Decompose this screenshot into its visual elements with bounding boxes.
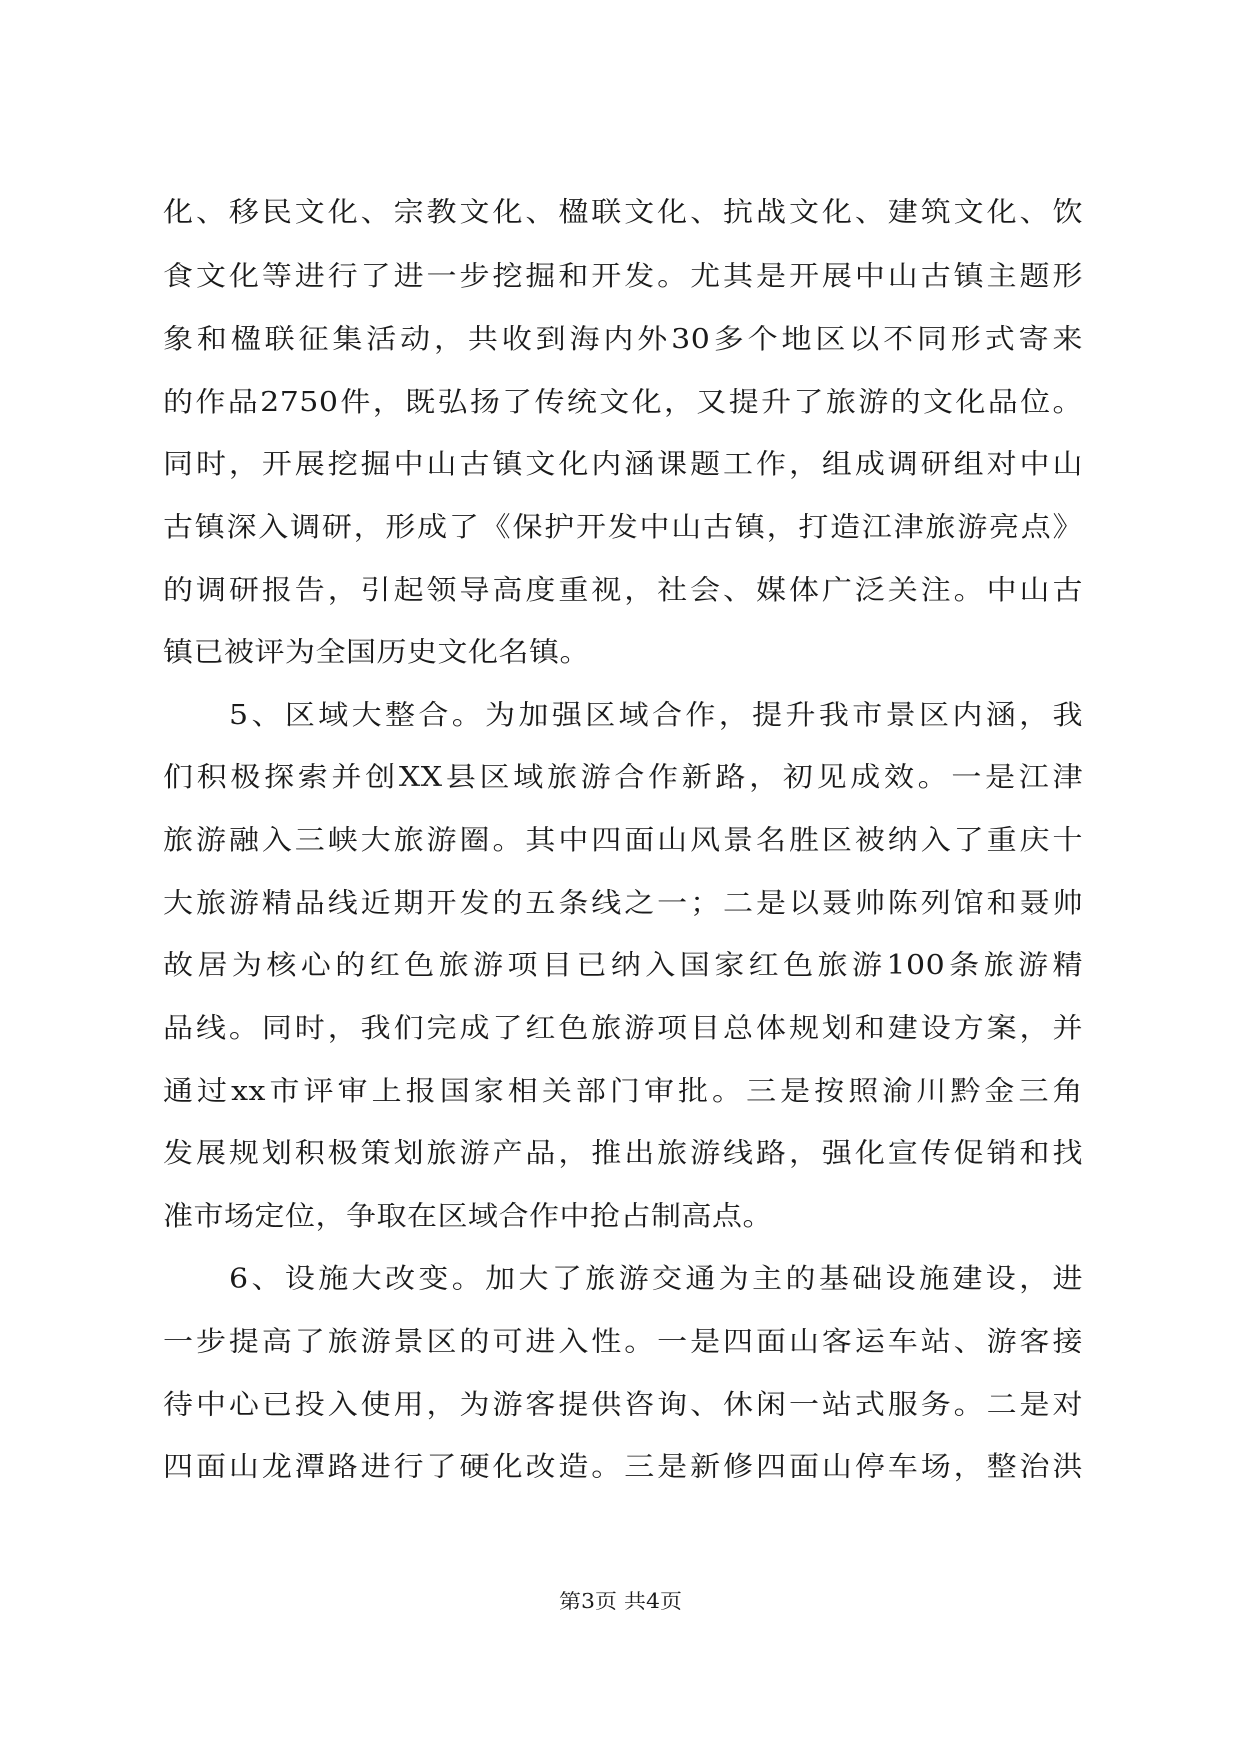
body-line: 品线。同时，我们完成了红色旅游项目总体规划和建设方案，并 <box>163 1012 1083 1045</box>
body-line: 的作品2750件，既弘扬了传统文化，又提升了旅游的文化品位。 <box>163 386 1083 419</box>
paragraph-first-line: 6、设施大改变。加大了旅游交通为主的基础设施建设，进 <box>229 1262 1083 1295</box>
body-line: 发展规划积极策划旅游产品，推出旅游线路，强化宣传促销和找 <box>163 1137 1083 1170</box>
body-line: 食文化等进行了进一步挖掘和开发。尤其是开展中山古镇主题形 <box>163 260 1083 293</box>
body-line: 准市场定位，争取在区域合作中抢占制高点。 <box>163 1200 773 1233</box>
body-line: 故居为核心的红色旅游项目已纳入国家红色旅游100条旅游精 <box>163 949 1083 982</box>
page-footer: 第3页 共4页 <box>559 1590 682 1614</box>
body-line: 镇已被评为全国历史文化名镇。 <box>163 636 590 669</box>
body-line: 的调研报告，引起领导高度重视，社会、媒体广泛关注。中山古 <box>163 574 1083 607</box>
body-line: 一步提高了旅游景区的可进入性。一是四面山客运车站、游客接 <box>163 1325 1083 1358</box>
body-line: 通过xx市评审上报国家相关部门审批。三是按照渝川黔金三角 <box>163 1075 1083 1108</box>
body-line: 化、移民文化、宗教文化、楹联文化、抗战文化、建筑文化、饮 <box>163 196 1083 229</box>
body-line: 们积极探索并创XX县区域旅游合作新路，初见成效。一是江津 <box>163 761 1083 794</box>
body-line: 大旅游精品线近期开发的五条线之一；二是以聂帅陈列馆和聂帅 <box>163 887 1083 920</box>
body-line: 同时，开展挖掘中山古镇文化内涵课题工作，组成调研组对中山 <box>163 448 1083 481</box>
body-line: 象和楹联征集活动，共收到海内外30多个地区以不同形式寄来 <box>163 323 1083 356</box>
body-line: 四面山龙潭路进行了硬化改造。三是新修四面山停车场，整治洪 <box>163 1450 1083 1483</box>
body-line: 旅游融入三峡大旅游圈。其中四面山风景名胜区被纳入了重庆十 <box>163 824 1083 857</box>
body-line: 待中心已投入使用，为游客提供咨询、休闲一站式服务。二是对 <box>163 1388 1083 1421</box>
paragraph-first-line: 5、区域大整合。为加强区域合作，提升我市景区内涵，我 <box>229 699 1083 732</box>
body-line: 古镇深入调研，形成了《保护开发中山古镇，打造江津旅游亮点》 <box>163 511 1083 544</box>
